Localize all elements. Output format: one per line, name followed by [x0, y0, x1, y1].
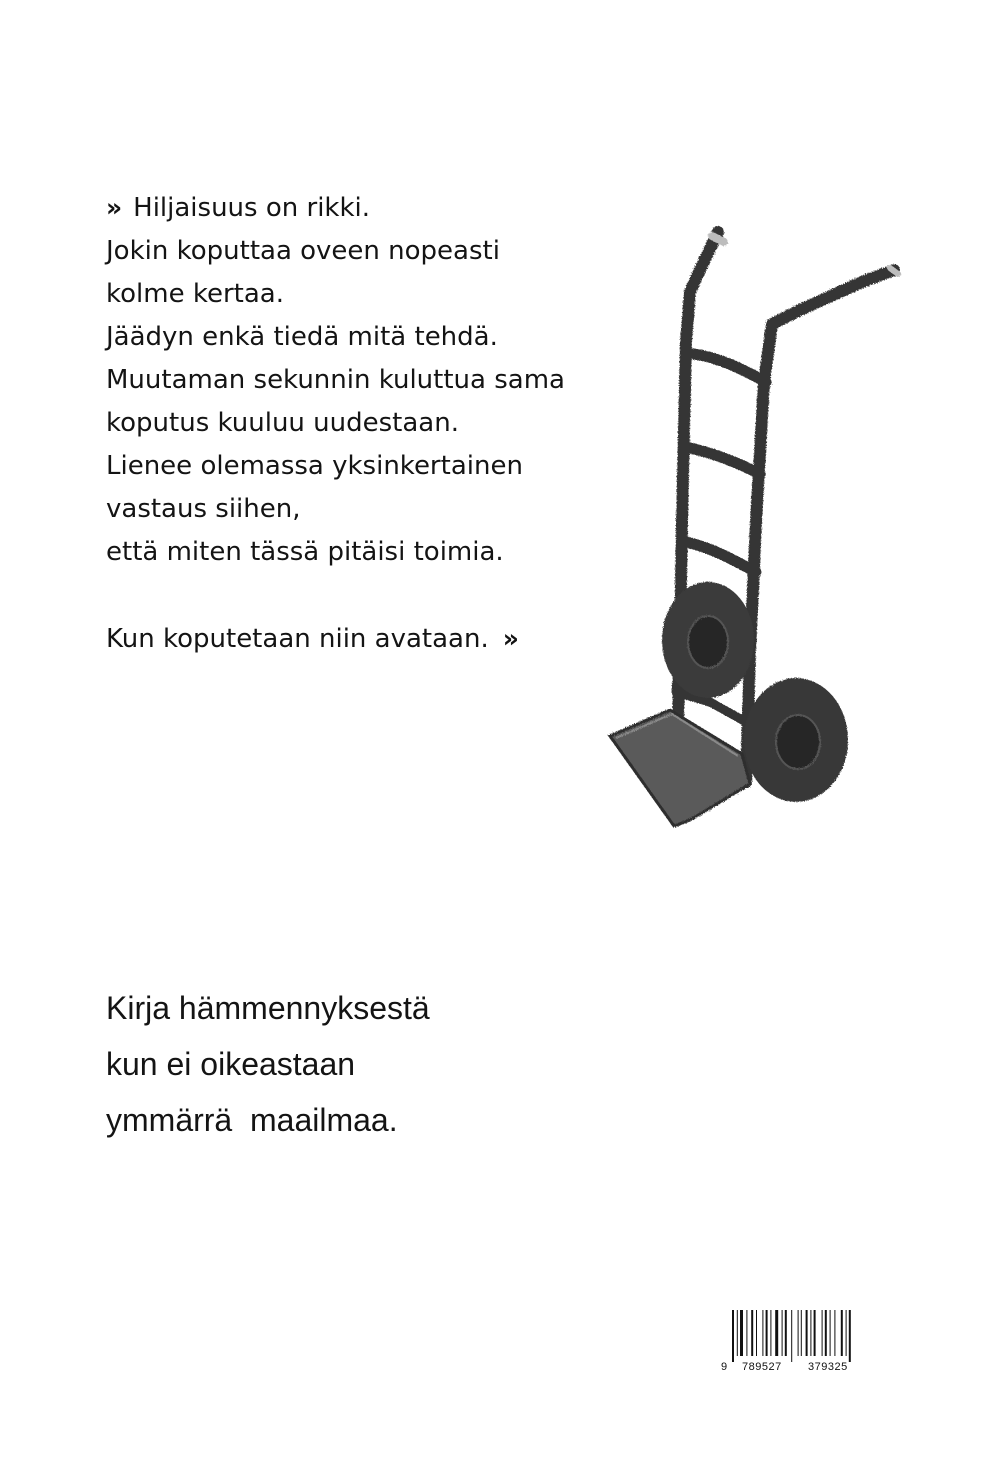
barcode-bar: [791, 1310, 792, 1362]
barcode-bar: [810, 1310, 811, 1356]
barcode-bar: [770, 1310, 771, 1356]
barcode-bar: [798, 1310, 799, 1356]
barcode-bar: [740, 1310, 743, 1356]
barcode-bar: [801, 1310, 802, 1356]
barcode-digits-group-1: 789527: [742, 1361, 782, 1373]
barcode-bar: [846, 1310, 847, 1356]
poem-line-text: Hiljaisuus on rikki.: [133, 193, 371, 223]
barcode-icon: [718, 1310, 864, 1362]
barcode-bar: [737, 1310, 738, 1356]
poem-line: Jäädyn enkä tiedä mitä tehdä.: [106, 322, 498, 352]
tagline-line: Kirja hämmennyksestä: [106, 990, 430, 1026]
barcode-bar: [762, 1310, 763, 1356]
barcode-bar: [746, 1310, 747, 1356]
barcode-bar: [834, 1310, 835, 1356]
barcode-bar: [775, 1310, 778, 1356]
barcode-bar: [756, 1310, 757, 1356]
barcode-bar: [825, 1310, 827, 1356]
poem-line: että miten tässä pitäisi toimia.: [106, 537, 504, 567]
isbn-barcode: [718, 1310, 864, 1374]
barcode-bar: [766, 1310, 768, 1356]
barcode-digits-group-2: 379325: [808, 1361, 848, 1373]
barcode-bar: [822, 1310, 823, 1356]
poem-closing-text: Kun koputetaan niin avataan.: [106, 624, 489, 654]
barcode-bar: [849, 1310, 851, 1362]
poem-line: koputus kuuluu uudestaan.: [106, 408, 459, 438]
tagline-line: kun ei oikeastaan: [106, 1046, 356, 1082]
poem-line: [106, 186, 646, 230]
barcode-bar: [782, 1310, 783, 1356]
tagline: [106, 980, 666, 1148]
barcode-bar: [751, 1310, 753, 1356]
stanza-break: [106, 574, 646, 617]
poem-line: Muutaman sekunnin kuluttua sama: [106, 365, 565, 395]
barcode-digits: [718, 1360, 864, 1374]
close-quote-icon: »: [502, 624, 516, 653]
poem-line: vastaus siihen,: [106, 494, 301, 524]
barcode-bar: [732, 1310, 734, 1362]
open-quote-icon: »: [106, 193, 120, 222]
barcode-bar: [841, 1310, 843, 1356]
barcode-bar: [814, 1310, 816, 1356]
barcode-bar: [806, 1310, 808, 1356]
poem-closing-line: [106, 617, 646, 661]
hand-truck-illustration-icon: [600, 222, 920, 842]
barcode-bar: [785, 1310, 787, 1356]
poem-excerpt: [106, 186, 646, 661]
tagline-line: ymmärrä maailmaa.: [106, 1102, 398, 1138]
poem-line: Lienee olemassa yksinkertainen: [106, 451, 523, 481]
poem-line: Jokin koputtaa oveen nopeasti: [106, 236, 500, 266]
poem-line: kolme kertaa.: [106, 279, 284, 309]
barcode-digit-lead: 9: [721, 1361, 728, 1373]
barcode-bar: [830, 1310, 831, 1356]
